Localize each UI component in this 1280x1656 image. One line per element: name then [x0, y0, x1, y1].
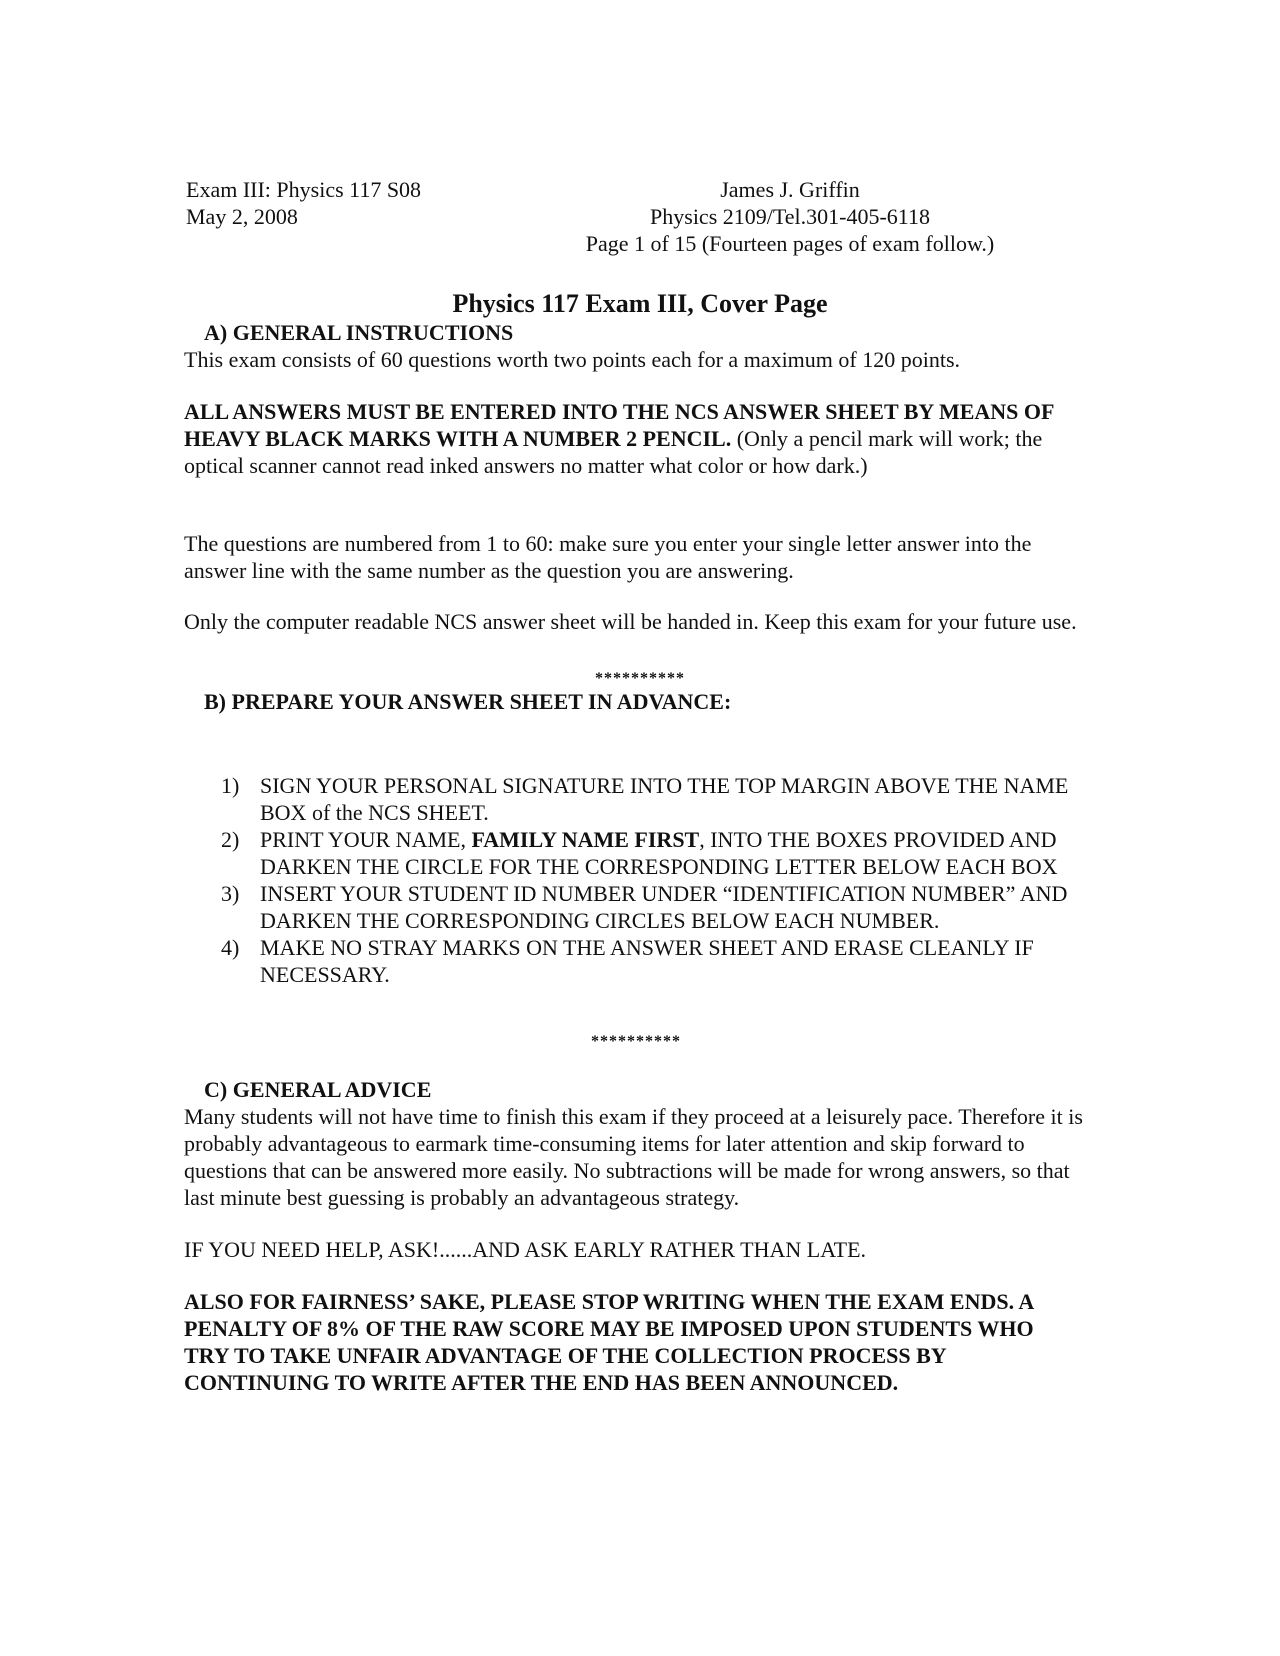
step-number: 1): [221, 773, 240, 798]
section-b-heading: B) PREPARE YOUR ANSWER SHEET IN ADVANCE:: [204, 689, 732, 714]
answers-note: (Only a pencil mark will work; the optical scanner cannot read inked answers no matter what color or how dark.): [184, 426, 1043, 478]
page-title: Physics 117 Exam III, Cover Page: [452, 289, 828, 318]
answers-paragraph: [184, 398, 1084, 479]
step-number: 2): [221, 827, 240, 852]
section-b-steps: [184, 772, 1074, 988]
step-text: MAKE NO STRAY MARKS ON THE ANSWER SHEET AND ERASE CLEANLY IF NECESSARY.: [260, 935, 1034, 987]
step-number: 4): [221, 935, 240, 960]
answers-bold-text: ALL ANSWERS MUST BE ENTERED INTO THE NCS ANSWER SHEET BY MEANS OF HEAVY BLACK MARKS WITH A NUMBER 2 PENCIL.: [184, 399, 1054, 451]
exam-title-line: Exam III: Physics 117 S08: [186, 177, 422, 202]
step-text-rest: , INTO THE BOXES PROVIDED AND DARKEN THE CIRCLE FOR THE CORRESPONDING LETTER BELOW EACH BOX: [260, 827, 1058, 879]
section-c-heading: C) GENERAL ADVICE: [204, 1077, 432, 1102]
section-c: [184, 1076, 1084, 1211]
section-a-heading: A) GENERAL INSTRUCTIONS: [204, 320, 514, 345]
help-line: [184, 1236, 1084, 1263]
advice-paragraph: Many students will not have time to finish this exam if they proceed at a leisurely pace. Therefore it is probably advantageous to earmark time-consuming items for later attention and skip forward to questions that can be answered more easily. No subtractions will be made for wrong answers, so that last minute best guessing is probably an advantageous strategy.: [184, 1104, 1083, 1210]
step-item: [184, 826, 1074, 880]
page-count: Page 1 of 15 (Fourteen pages of exam follow.): [585, 231, 995, 256]
exam-date: May 2, 2008: [186, 204, 298, 229]
help-text: IF YOU NEED HELP, ASK!......AND ASK EARLY RATHER THAN LATE.: [184, 1237, 867, 1262]
numbering-instruction: [184, 530, 1084, 584]
handin-instruction: [184, 608, 1084, 635]
section-a-intro: This exam consists of 60 questions worth two points each for a maximum of 120 points.: [184, 347, 961, 372]
fairness-text: ALSO FOR FAIRNESS’ SAKE, PLEASE STOP WRITING WHEN THE EXAM ENDS. A PENALTY OF 8% OF THE RAW SCORE MAY BE IMPOSED UPON STUDENTS WHO TRY TO TAKE UNFAIR ADVANTAGE OF THE COLLECTION PROCESS BY CONTINUING TO WRITE AFTER THE END HAS BEEN ANNOUNCED.: [184, 1289, 1034, 1395]
header-right: [560, 176, 1020, 257]
header-left: [186, 176, 421, 230]
instructor-contact: Physics 2109/Tel.301-405-6118: [650, 204, 930, 229]
step-number: 3): [221, 881, 240, 906]
step-text: SIGN YOUR PERSONAL SIGNATURE INTO THE TOP MARGIN ABOVE THE NAME BOX of the NCS SHEET.: [260, 773, 1069, 825]
step-item: [184, 880, 1074, 934]
step-item: [184, 772, 1074, 826]
steps-list: [184, 772, 1074, 988]
step-text: PRINT YOUR NAME,: [260, 827, 472, 852]
step-item: [184, 934, 1074, 988]
section-b: [184, 688, 1084, 715]
handin-paragraph: Only the computer readable NCS answer sheet will be handed in. Keep this exam for your future use.: [184, 609, 1077, 634]
step-text: INSERT YOUR STUDENT ID NUMBER UNDER “IDENTIFICATION NUMBER” AND DARKEN THE CORRESPONDING CIRCLES BELOW EACH NUMBER.: [260, 881, 1068, 933]
fairness-notice: [184, 1288, 1064, 1396]
separator-stars-2: **********: [591, 1033, 681, 1050]
answers-instruction: [184, 398, 1084, 479]
instructor-name: James J. Griffin: [720, 177, 860, 202]
step-text-bold: FAMILY NAME FIRST: [471, 827, 700, 852]
section-a: [184, 319, 1084, 373]
numbering-paragraph: The questions are numbered from 1 to 60: make sure you enter your single letter answer into the answer line with the same number as the question you are answering.: [184, 531, 1032, 583]
separator-stars-1: **********: [595, 670, 685, 687]
